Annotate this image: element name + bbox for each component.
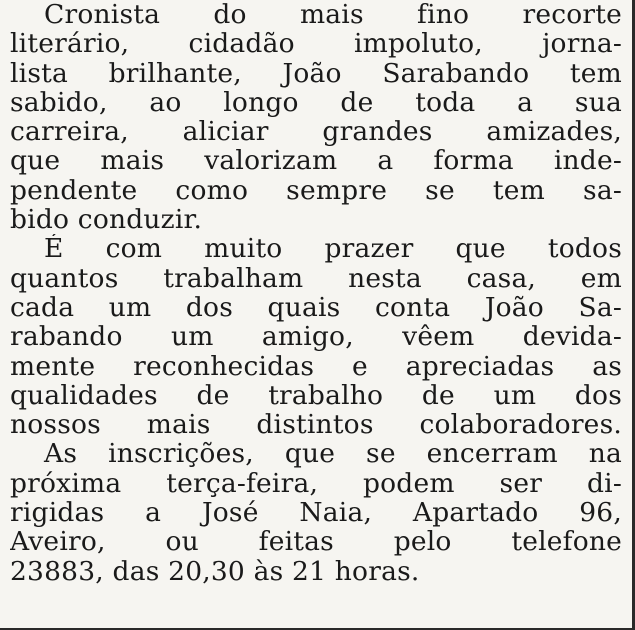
paragraph-3 (10, 439, 622, 585)
text-line: mente reconhecidas e apreciadas as (10, 351, 622, 381)
text-line: 23883, das 20,30 às 21 horas. (10, 555, 420, 587)
text-line: pendente como sempre se tem sa- (10, 175, 622, 206)
text-line: lista brilhante, João Sarabando tem (10, 58, 622, 88)
text-line: As inscrições, que se encerram na (44, 439, 622, 469)
paragraph-2 (10, 234, 622, 439)
text-line: quantos trabalham nesta casa, em (10, 263, 622, 293)
paragraph-1 (10, 0, 622, 234)
text-line: rigidas a José Naia, Apartado 96, (10, 498, 622, 528)
text-line: Cronista do mais fino recorte (44, 0, 622, 30)
text-line: próxima terça-feira, podem ser di- (10, 468, 622, 499)
text-line: rabando um amigo, vêem devida- (10, 322, 622, 352)
text-line: carreira, aliciar grandes amizades, (10, 117, 622, 147)
text-line: Aveiro, ou feitas pelo telefone (10, 527, 622, 557)
text-line: que mais valorizam a forma inde- (10, 146, 622, 176)
text-line: É com muito prazer que todos (44, 234, 622, 264)
text-line: qualidades de trabalho de um dos (10, 380, 622, 411)
text-line: literário, cidadão impoluto, jorna- (10, 29, 622, 59)
text-line: sabido, ao longo de toda a sua (10, 87, 622, 118)
text-line: cada um dos quais conta João Sa- (10, 292, 622, 323)
text-line: nossos mais distintos colaboradores. (10, 410, 622, 440)
text-line: bido conduzir. (10, 204, 203, 236)
article-column (10, 0, 622, 586)
